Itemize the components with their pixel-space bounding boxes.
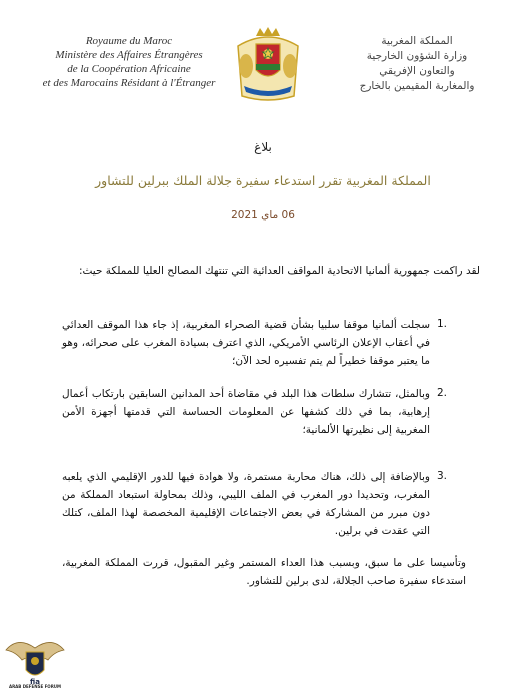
fr-line: Ministère des Affaires Étrangères: [55, 49, 203, 61]
fr-line: Royaume du Maroc: [85, 35, 173, 47]
intro-paragraph: لقد راكمت جمهورية ألمانيا الاتحادية المواقف العدائية التي تنتهك المصالح العليا للمملكة حيث:: [78, 265, 480, 277]
communique-date: 06 ماي 2021: [231, 209, 295, 221]
communique-label: بلاغ: [254, 140, 272, 154]
item-number: 2.: [437, 387, 448, 399]
ar-line: والتعاون الإفريقي: [379, 65, 455, 77]
ar-line: وزارة الشؤون الخارجية: [366, 50, 468, 62]
moroccan-coat-of-arms-icon: [232, 26, 304, 102]
french-ministry-header: [40, 34, 218, 90]
ar-line: والمغاربة المقيمين بالخارج: [359, 80, 475, 92]
item-paragraph: سجلت ألمانيا موقفا سلبيا بشأن قضية الصحراء المغربية، إذ جاء هذا الموقف العدائي في أعقاب الإعلان الرئاسي الأمريكي، الذي اعترف بسيادة المغرب على صحرائه، وهو ما يعتبر موقفا خطيراً لم يتم تفسيره لحد الآن؛: [62, 319, 430, 367]
communique-title: المملكة المغربية تقرر استدعاء سفيرة جلالة الملك ببرلين للتشاور: [95, 173, 431, 188]
eagle-shield-icon: [4, 630, 66, 690]
svg-text:fia: fia: [30, 678, 40, 686]
watermark-text: ARAB DEFENSE FORUM: [8, 684, 62, 689]
ar-line: المملكة المغربية: [381, 35, 453, 47]
item-number: 1.: [437, 318, 448, 330]
fr-line: de la Coopération Africaine: [67, 63, 191, 75]
item-number: 3.: [437, 470, 448, 482]
item-paragraph: وبالمثل، تتشارك سلطات هذا البلد في مقاضاة أحد المدانين السابقين بارتكاب أعمال إرهابية، بما في ذلك كشفها عن المعلومات الحساسة التي قدمتها أجهزة الأمن المغربية إلى نظيرتها الألمانية؛: [62, 388, 430, 436]
fr-line: et des Marocains Résidant à l'Étranger: [42, 77, 216, 89]
conclusion-paragraph: وتأسيسا على ما سبق، وبسبب هذا العداء المستمر وغير المقبول، قررت المملكة المغربية، استدعاء سفيرة صاحب الجلالة، لدى برلين للتشاور.: [62, 557, 466, 587]
arabic-ministry-header: [342, 34, 492, 94]
item-paragraph: وبالإضافة إلى ذلك، هناك محاربة مستمرة، ولا هوادة فيها للدور الإقليمي الذي يلعبه المغرب، وتحديدا دور المغرب في الملف الليبي، وذلك بمحاولة استبعاد المملكة من دون مبرر من المشاركة في بعض الاجتماعات الإقليمية المخصصة لهذا الملف، كتلك التي عقدت في برلين.: [62, 471, 430, 537]
